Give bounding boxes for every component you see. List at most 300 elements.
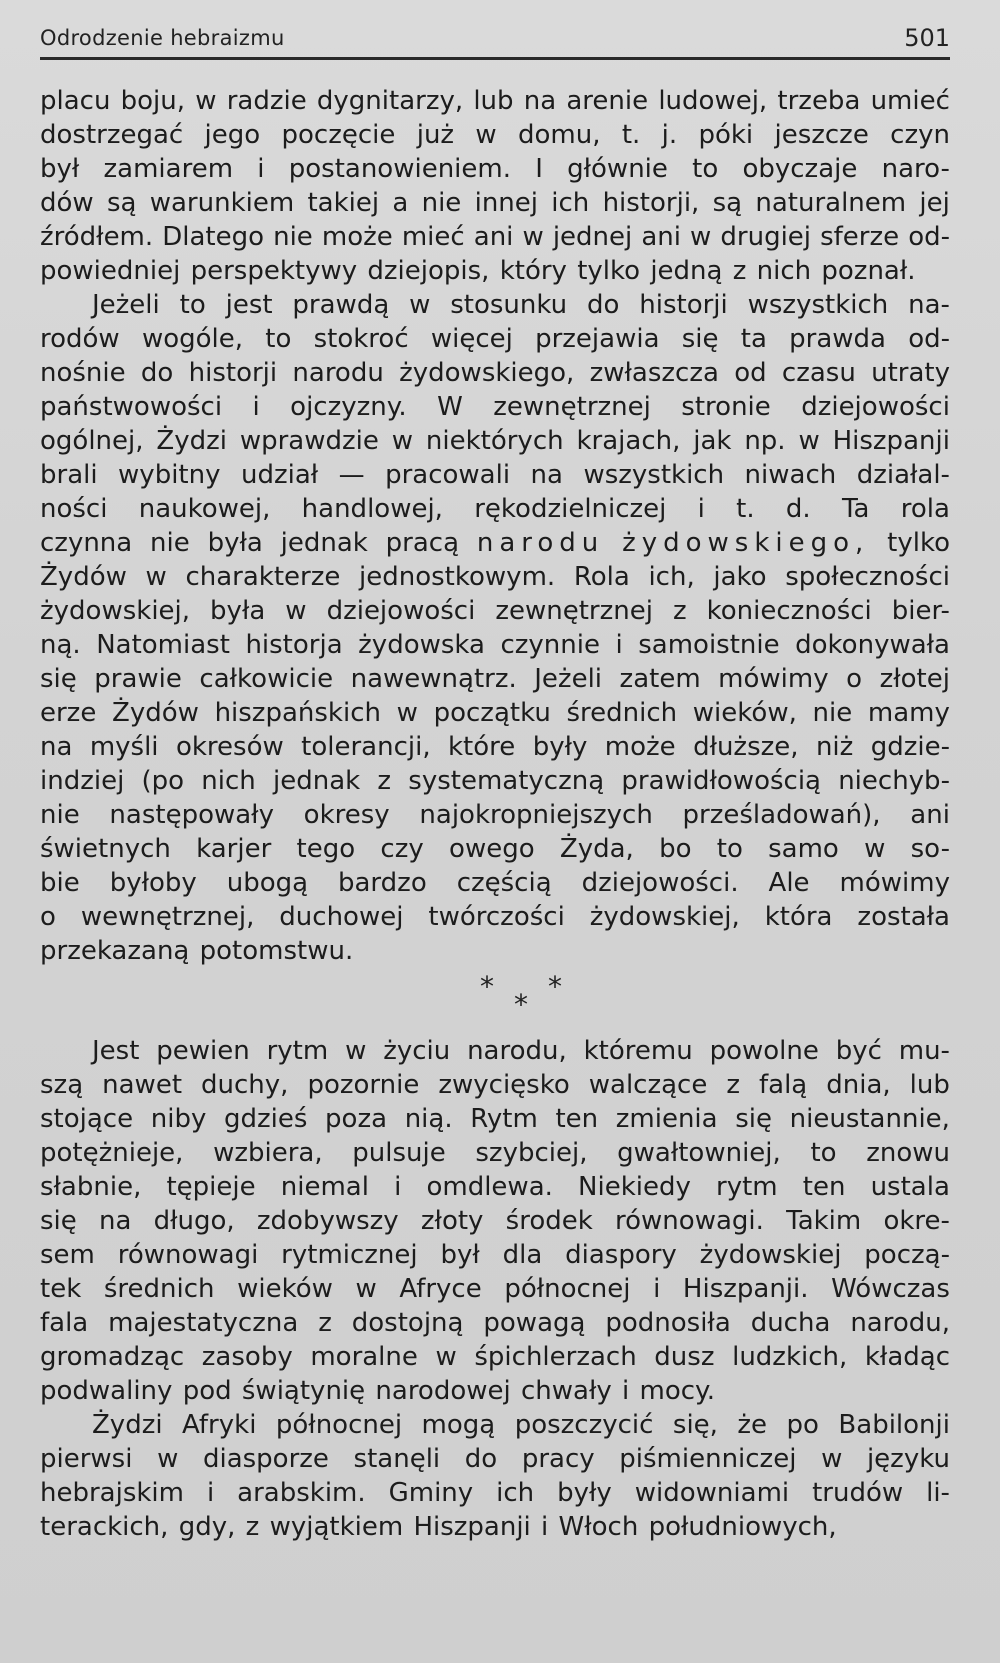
word: stronie — [681, 392, 771, 422]
word: placu — [40, 86, 111, 116]
word: mieć — [401, 222, 465, 252]
word: jej — [919, 188, 950, 218]
word: powolne — [709, 1036, 819, 1066]
word: Rola — [573, 562, 630, 592]
word: nawewnątrz. — [350, 664, 517, 694]
word: ich — [551, 188, 590, 218]
word: jednak — [280, 528, 368, 558]
word: który — [499, 256, 567, 286]
word: innej — [474, 188, 538, 218]
text-line — [40, 220, 950, 254]
word: majestatyczna — [108, 1308, 299, 1338]
word: radzie — [226, 86, 307, 116]
word: wzbiera, — [213, 1138, 323, 1168]
word: póki — [698, 120, 754, 150]
word: ną. — [40, 630, 81, 660]
word: mamy — [867, 698, 950, 728]
word: śpichlerzach — [474, 1342, 637, 1372]
word: świetnych — [40, 834, 171, 864]
word: zdobywszy — [256, 1206, 399, 1236]
text-line — [40, 1442, 950, 1476]
word: słabnie, — [40, 1172, 142, 1202]
word: równowagi — [117, 1240, 259, 1270]
word: średnich — [566, 698, 678, 728]
text-line — [40, 1340, 950, 1374]
word: na- — [908, 290, 950, 320]
word: od — [734, 358, 767, 388]
word: Niekiedy — [578, 1172, 691, 1202]
word: działal- — [856, 460, 950, 490]
word: dów — [40, 188, 94, 218]
word: Dlatego — [162, 222, 265, 252]
word: ani — [910, 800, 950, 830]
word: żydowska — [358, 630, 485, 660]
word: gwałtowniej, — [617, 1138, 781, 1168]
word: że — [737, 1410, 768, 1440]
word: handlowej, — [301, 494, 443, 524]
word: stanęli — [353, 1444, 441, 1474]
word: sferze — [820, 222, 900, 252]
word: historja — [245, 630, 343, 660]
word: obyczaje — [742, 154, 858, 184]
text-line — [40, 798, 950, 832]
word: niwach — [744, 460, 837, 490]
word: dostrzegać — [40, 120, 184, 150]
word: mogą — [421, 1410, 496, 1440]
text-line — [40, 390, 950, 424]
word: przejawia — [535, 324, 660, 354]
paragraph-p4 — [40, 1408, 950, 1544]
word: jak — [693, 426, 732, 456]
word: prawdą — [292, 290, 390, 320]
word: jako — [713, 562, 767, 592]
word: powagą — [483, 1308, 586, 1338]
word: w — [690, 222, 712, 252]
word: Żydów — [112, 698, 199, 728]
word: owego — [449, 834, 535, 864]
header-rule — [40, 57, 950, 60]
word: tolerancji, — [301, 732, 431, 762]
word: w — [522, 222, 544, 252]
word: wieków — [237, 1274, 333, 1304]
word: zewnętrznej — [495, 596, 653, 626]
word: to — [810, 1138, 837, 1168]
word: w — [345, 1036, 367, 1066]
word: charakterze — [185, 562, 341, 592]
text-line — [40, 696, 950, 730]
text-line — [40, 526, 950, 560]
word: krajach, — [576, 426, 681, 456]
text-line — [40, 1306, 950, 1340]
word: systematyczną — [408, 766, 605, 796]
word: byłoby — [109, 868, 197, 898]
word: w — [798, 426, 820, 456]
text-line — [40, 424, 950, 458]
word: hiszpańskich — [214, 698, 381, 728]
word: tek — [40, 1274, 82, 1304]
word: potomstwu. — [199, 936, 354, 966]
word: niż — [815, 732, 854, 762]
word: okresów — [175, 732, 284, 762]
word: historji, — [602, 188, 700, 218]
word: wybitny — [118, 460, 221, 490]
word: Gminy — [388, 1478, 474, 1508]
word: dusz — [654, 1342, 715, 1372]
word: niby — [150, 1104, 207, 1134]
word: dziejopis, — [367, 256, 490, 286]
word: jest — [225, 290, 273, 320]
word: dłuższe, — [693, 732, 799, 762]
asterisk: * — [480, 970, 494, 1003]
word: z — [377, 766, 392, 796]
word: lub — [909, 1070, 950, 1100]
word: drugiej — [720, 222, 812, 252]
word: d. — [785, 494, 811, 524]
word: dokonywała — [795, 630, 950, 660]
word: się — [681, 324, 719, 354]
word: Afryki — [182, 1410, 257, 1440]
word: północnej — [275, 1410, 403, 1440]
word: przekazaną — [40, 936, 190, 966]
word: ta — [740, 324, 767, 354]
word: ich, — [648, 562, 695, 592]
word: zwłaszcza — [589, 358, 719, 388]
word: z — [726, 1070, 740, 1100]
word: żydowskiej, — [589, 902, 740, 932]
word: gdzie- — [870, 732, 950, 762]
word: czyn — [890, 120, 950, 150]
word: szybciej, — [475, 1138, 588, 1168]
word: poza — [325, 1104, 388, 1134]
word: poznał. — [821, 256, 916, 286]
word: o — [40, 902, 56, 932]
word: samoistnie — [638, 630, 780, 660]
text-line — [40, 492, 950, 526]
word: które — [448, 732, 516, 762]
word: Jeżeli — [534, 664, 603, 694]
word: ności — [40, 494, 108, 524]
word: i — [653, 1274, 661, 1304]
word: dnia, — [826, 1070, 891, 1100]
word: począ- — [864, 1240, 950, 1270]
word: do — [140, 358, 174, 388]
word: pozornie — [307, 1070, 420, 1100]
text-line — [40, 934, 950, 968]
word: Hiszpanji. — [682, 1274, 809, 1304]
word: chwały — [521, 1376, 612, 1406]
word: i — [257, 154, 265, 184]
word: okre- — [883, 1206, 950, 1236]
text-line — [40, 764, 950, 798]
word: duchy, — [201, 1070, 289, 1100]
word: w — [391, 426, 414, 456]
word: piśmienniczej — [619, 1444, 797, 1474]
text-line — [40, 560, 950, 594]
asterisk: * — [548, 970, 562, 1003]
word: któremu — [583, 1036, 693, 1066]
word: i — [394, 1172, 402, 1202]
word: stosunku — [450, 290, 568, 320]
word: twórczości — [428, 902, 565, 932]
word: — — [338, 460, 365, 490]
word: okresy — [303, 800, 390, 830]
word: nie — [421, 188, 462, 218]
word: Jest — [92, 1036, 140, 1066]
word: zewnętrznej — [493, 392, 651, 422]
word: domu, — [518, 120, 601, 150]
word: nawet — [102, 1070, 183, 1100]
word: w — [145, 562, 167, 592]
word: stojące — [40, 1104, 134, 1134]
word: narodu, — [850, 1308, 950, 1338]
word: to — [692, 154, 719, 184]
word: równowagi. — [615, 1206, 764, 1236]
word: bardzo — [338, 868, 427, 898]
word: dziejowości — [801, 392, 950, 422]
word: historji — [639, 290, 728, 320]
word: się, — [672, 1410, 718, 1440]
word: pod — [182, 1376, 232, 1406]
body-text — [40, 84, 950, 1544]
word: I — [535, 154, 543, 184]
word: jednostkowym. — [359, 562, 556, 592]
word: brali — [40, 460, 98, 490]
word: dziejowości — [326, 596, 476, 626]
word: mówimy — [718, 664, 829, 694]
word: jednej — [552, 222, 633, 252]
word: w — [475, 120, 497, 150]
text-line — [40, 118, 950, 152]
word: narodu — [292, 358, 384, 388]
word: pracą — [385, 528, 460, 558]
word: perspektywy — [190, 256, 358, 286]
word: być — [835, 1036, 882, 1066]
word: z — [318, 1308, 332, 1338]
word: rodów — [40, 324, 120, 354]
word: i — [615, 630, 623, 660]
page-number: 501 — [904, 24, 950, 52]
paragraph-p1 — [40, 84, 950, 288]
paragraph-p2 — [40, 288, 950, 968]
word: środek — [505, 1206, 593, 1236]
word: tego — [296, 834, 356, 864]
word: świątynię — [241, 1376, 366, 1406]
word: podwaliny — [40, 1376, 173, 1406]
word: w — [157, 1444, 179, 1474]
word: był — [40, 154, 80, 184]
word: na — [530, 460, 563, 490]
word: w — [396, 698, 418, 728]
word: już — [416, 120, 455, 150]
text-line — [40, 1272, 950, 1306]
text-line — [40, 458, 950, 492]
word: nośnie — [40, 358, 126, 388]
word: całkowicie — [199, 664, 334, 694]
word: arabskim. — [237, 1478, 366, 1508]
word: erze — [40, 698, 97, 728]
word: takiej — [307, 188, 380, 218]
word: Żydzi — [92, 1410, 163, 1440]
word: Włoch — [558, 1512, 639, 1542]
word: nieustannie, — [789, 1104, 950, 1134]
word: ogólnej, — [40, 426, 144, 456]
word: żydowskiej — [699, 1240, 842, 1270]
word: wogóle, — [141, 324, 244, 354]
word: duchowej — [279, 902, 404, 932]
word: so- — [910, 834, 950, 864]
word: wewnętrznej, — [80, 902, 255, 932]
word: Afryce — [399, 1274, 482, 1304]
word: rękodzielniczej — [474, 494, 667, 524]
word: Wówczas — [831, 1274, 950, 1304]
word: poczęcie — [281, 120, 396, 150]
word: z — [732, 256, 747, 286]
word: południowych, — [648, 1512, 837, 1542]
word: ustala — [870, 1172, 950, 1202]
word: wprawdzie — [239, 426, 379, 456]
word: a — [392, 188, 409, 218]
text-line — [40, 322, 950, 356]
text-line — [40, 254, 950, 288]
word: mu- — [898, 1036, 950, 1066]
word: podnosiła — [605, 1308, 731, 1338]
word: powiedniej — [40, 256, 181, 286]
word: Żydów — [40, 562, 127, 592]
word: falą — [759, 1070, 808, 1100]
word: nich — [756, 256, 812, 286]
word: i — [697, 494, 705, 524]
word: północnej — [504, 1274, 631, 1304]
word: Żydzi — [156, 426, 227, 456]
word: tępieje — [166, 1172, 256, 1202]
word: rytmicznej — [281, 1240, 418, 1270]
text-line — [40, 356, 950, 390]
word: jeszcze — [774, 120, 869, 150]
word: moralne — [310, 1342, 418, 1372]
word: ten — [555, 1104, 599, 1134]
page-header — [40, 18, 950, 58]
word: to — [179, 290, 206, 320]
word: głównie — [567, 154, 668, 184]
word: żydowskiego, — [622, 528, 870, 558]
running-title: Odrodzenie hebraizmu — [40, 26, 285, 50]
word: ani — [473, 222, 514, 252]
word: Hiszpanji — [413, 1512, 531, 1542]
word: się — [735, 1104, 772, 1134]
word: prawidłowością — [621, 766, 821, 796]
text-line — [40, 288, 950, 322]
word: są — [712, 188, 743, 218]
word: może — [321, 222, 393, 252]
word: źródłem. — [40, 222, 154, 252]
word: języku — [866, 1444, 950, 1474]
word: terackich, — [40, 1512, 169, 1542]
text-line — [40, 1510, 950, 1544]
section-separator — [40, 968, 950, 1034]
word: na — [98, 1206, 132, 1236]
word: dostojną — [351, 1308, 464, 1338]
word: t. — [621, 120, 641, 150]
word: nie — [40, 800, 80, 830]
word: gdzieś — [223, 1104, 308, 1134]
text-line — [40, 1374, 950, 1408]
word: jedną — [650, 256, 723, 286]
word: pewien — [156, 1036, 250, 1066]
word: W — [437, 392, 463, 422]
word: tylko — [577, 256, 641, 286]
word: wszystkich — [583, 460, 725, 490]
word: w — [409, 290, 431, 320]
word: czynna — [40, 528, 133, 558]
text-line — [40, 1204, 950, 1238]
word: o — [846, 664, 863, 694]
word: się — [40, 664, 77, 694]
word: zatem — [619, 664, 701, 694]
word: samo — [768, 834, 839, 864]
word: Takim — [786, 1206, 862, 1236]
word: pracy — [521, 1444, 595, 1474]
word: potężnieje, — [40, 1138, 184, 1168]
word: kładąc — [864, 1342, 950, 1372]
word: Ta — [841, 494, 870, 524]
word: narodu — [476, 528, 605, 558]
word: i — [206, 1478, 215, 1508]
word: państwowości — [40, 392, 223, 422]
word: nią. — [404, 1104, 453, 1134]
word: życiu — [383, 1036, 451, 1066]
word: hebrajskim — [40, 1478, 184, 1508]
paragraph-p3 — [40, 1034, 950, 1408]
word: z — [672, 596, 687, 626]
word: wszystkich — [747, 290, 889, 320]
word: i — [252, 392, 260, 422]
word: zamiarem — [103, 154, 234, 184]
word: postanowieniem. — [288, 154, 511, 184]
word: j. — [661, 120, 678, 150]
word: w — [821, 1444, 843, 1474]
word: i — [622, 1376, 630, 1406]
text-line — [40, 628, 950, 662]
word: złoty — [420, 1206, 484, 1236]
word: złotej — [879, 664, 950, 694]
word: ludowej, — [658, 86, 768, 116]
word: zwycięsko — [438, 1070, 570, 1100]
word: czasu — [781, 358, 856, 388]
text-line — [40, 662, 950, 696]
word: żydowskiej, — [40, 596, 191, 626]
word: stokroć — [313, 324, 409, 354]
word: dla — [502, 1240, 543, 1270]
word: bier- — [891, 596, 950, 626]
word: długo, — [153, 1206, 235, 1236]
word: były — [532, 732, 588, 762]
word: indziej — [40, 766, 125, 796]
word: Żyda, — [559, 834, 634, 864]
word: ludzkich, — [732, 1342, 848, 1372]
word: prawie — [94, 664, 182, 694]
word: po — [786, 1410, 819, 1440]
word: umieć — [870, 86, 950, 116]
word: i — [541, 1512, 549, 1542]
word: pierwsi — [40, 1444, 133, 1474]
word: diaspory — [565, 1240, 677, 1270]
word: utraty — [871, 358, 950, 388]
word: Rytm — [470, 1104, 538, 1134]
word: Jeżeli — [92, 290, 160, 320]
word: był — [440, 1240, 480, 1270]
word: były — [557, 1478, 612, 1508]
word: prawda — [789, 324, 886, 354]
